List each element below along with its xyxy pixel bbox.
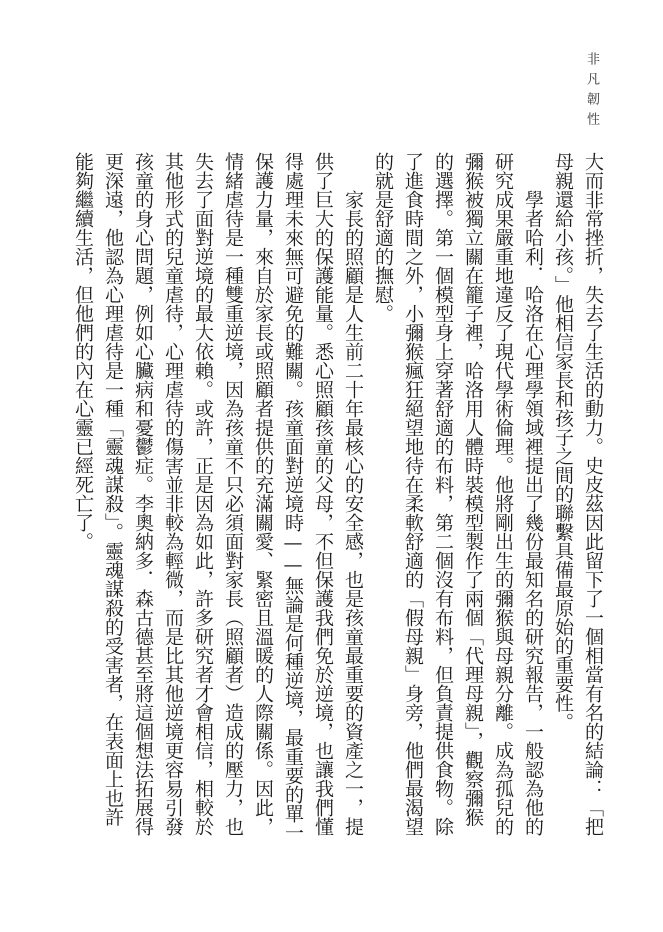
paragraph-2: 學者哈利．哈洛在心理學領域裡提出了幾份最知名的研究報告，一般認為他的研究成果嚴重地違反了現代學術倫理。他將剛出生的彌猴與母親分離。成為孤兒的彌猴被獨立關在籠子裡，哈洛用人體時裝模型製作了兩個「代理母親」，觀察彌猴的選擇。第一個模型身上穿著舒適的布料，第二個沒有布料，但負責提供食物。除了進食時間之外，小彌猴瘋狂絕望地待在柔軟舒適的「假母親」身旁，他們最渴望的就是舒適的撫慰。: [372, 152, 544, 836]
running-header: 非凡韌性: [584, 52, 599, 132]
body-text: [64, 152, 608, 842]
paragraph-1: 大而非常挫折，失去了生活的動力。史皮茲因此留下了一個相當有名的結論：「把母親還給小孩。」他相信家長和孩子之間的聯繫具備最原始的重要性。: [552, 152, 604, 836]
paragraph-3: 家長的照顧是人生前二十年最核心的安全感，也是孩童最重要的資產之一，提供了巨大的保護能量。悉心照顧孩童的父母，不但保護我們免於逆境，也讓我們懂得處理未來無可避免的難關。孩童面對逆境時——無論是何種逆境，最重要的單一保護力量，來自於家長或照顧者提供的充滿關愛、緊密且溫暖的人際關係。因此，情緒虐待是一種雙重逆境，因為孩童不只必須面對家長（照顧者）造成的壓力，也失去了面對逆境的最大依賴。或許，正是因為如此，許多研究者才會相信，相較於其他形式的兒童虐待，心理虐待的傷害並非較為輕微，而是比其他逆境更容易引發孩童的身心問題，例如心臟病和憂鬱症。李奧納多．森古德甚至將這個想法拓展得更深遠，他認為心理虐待是一種「靈魂謀殺」。靈魂謀殺的受害者，在表面上也許能夠繼續生活，但他們的內在心靈已經死亡了。: [72, 152, 364, 842]
